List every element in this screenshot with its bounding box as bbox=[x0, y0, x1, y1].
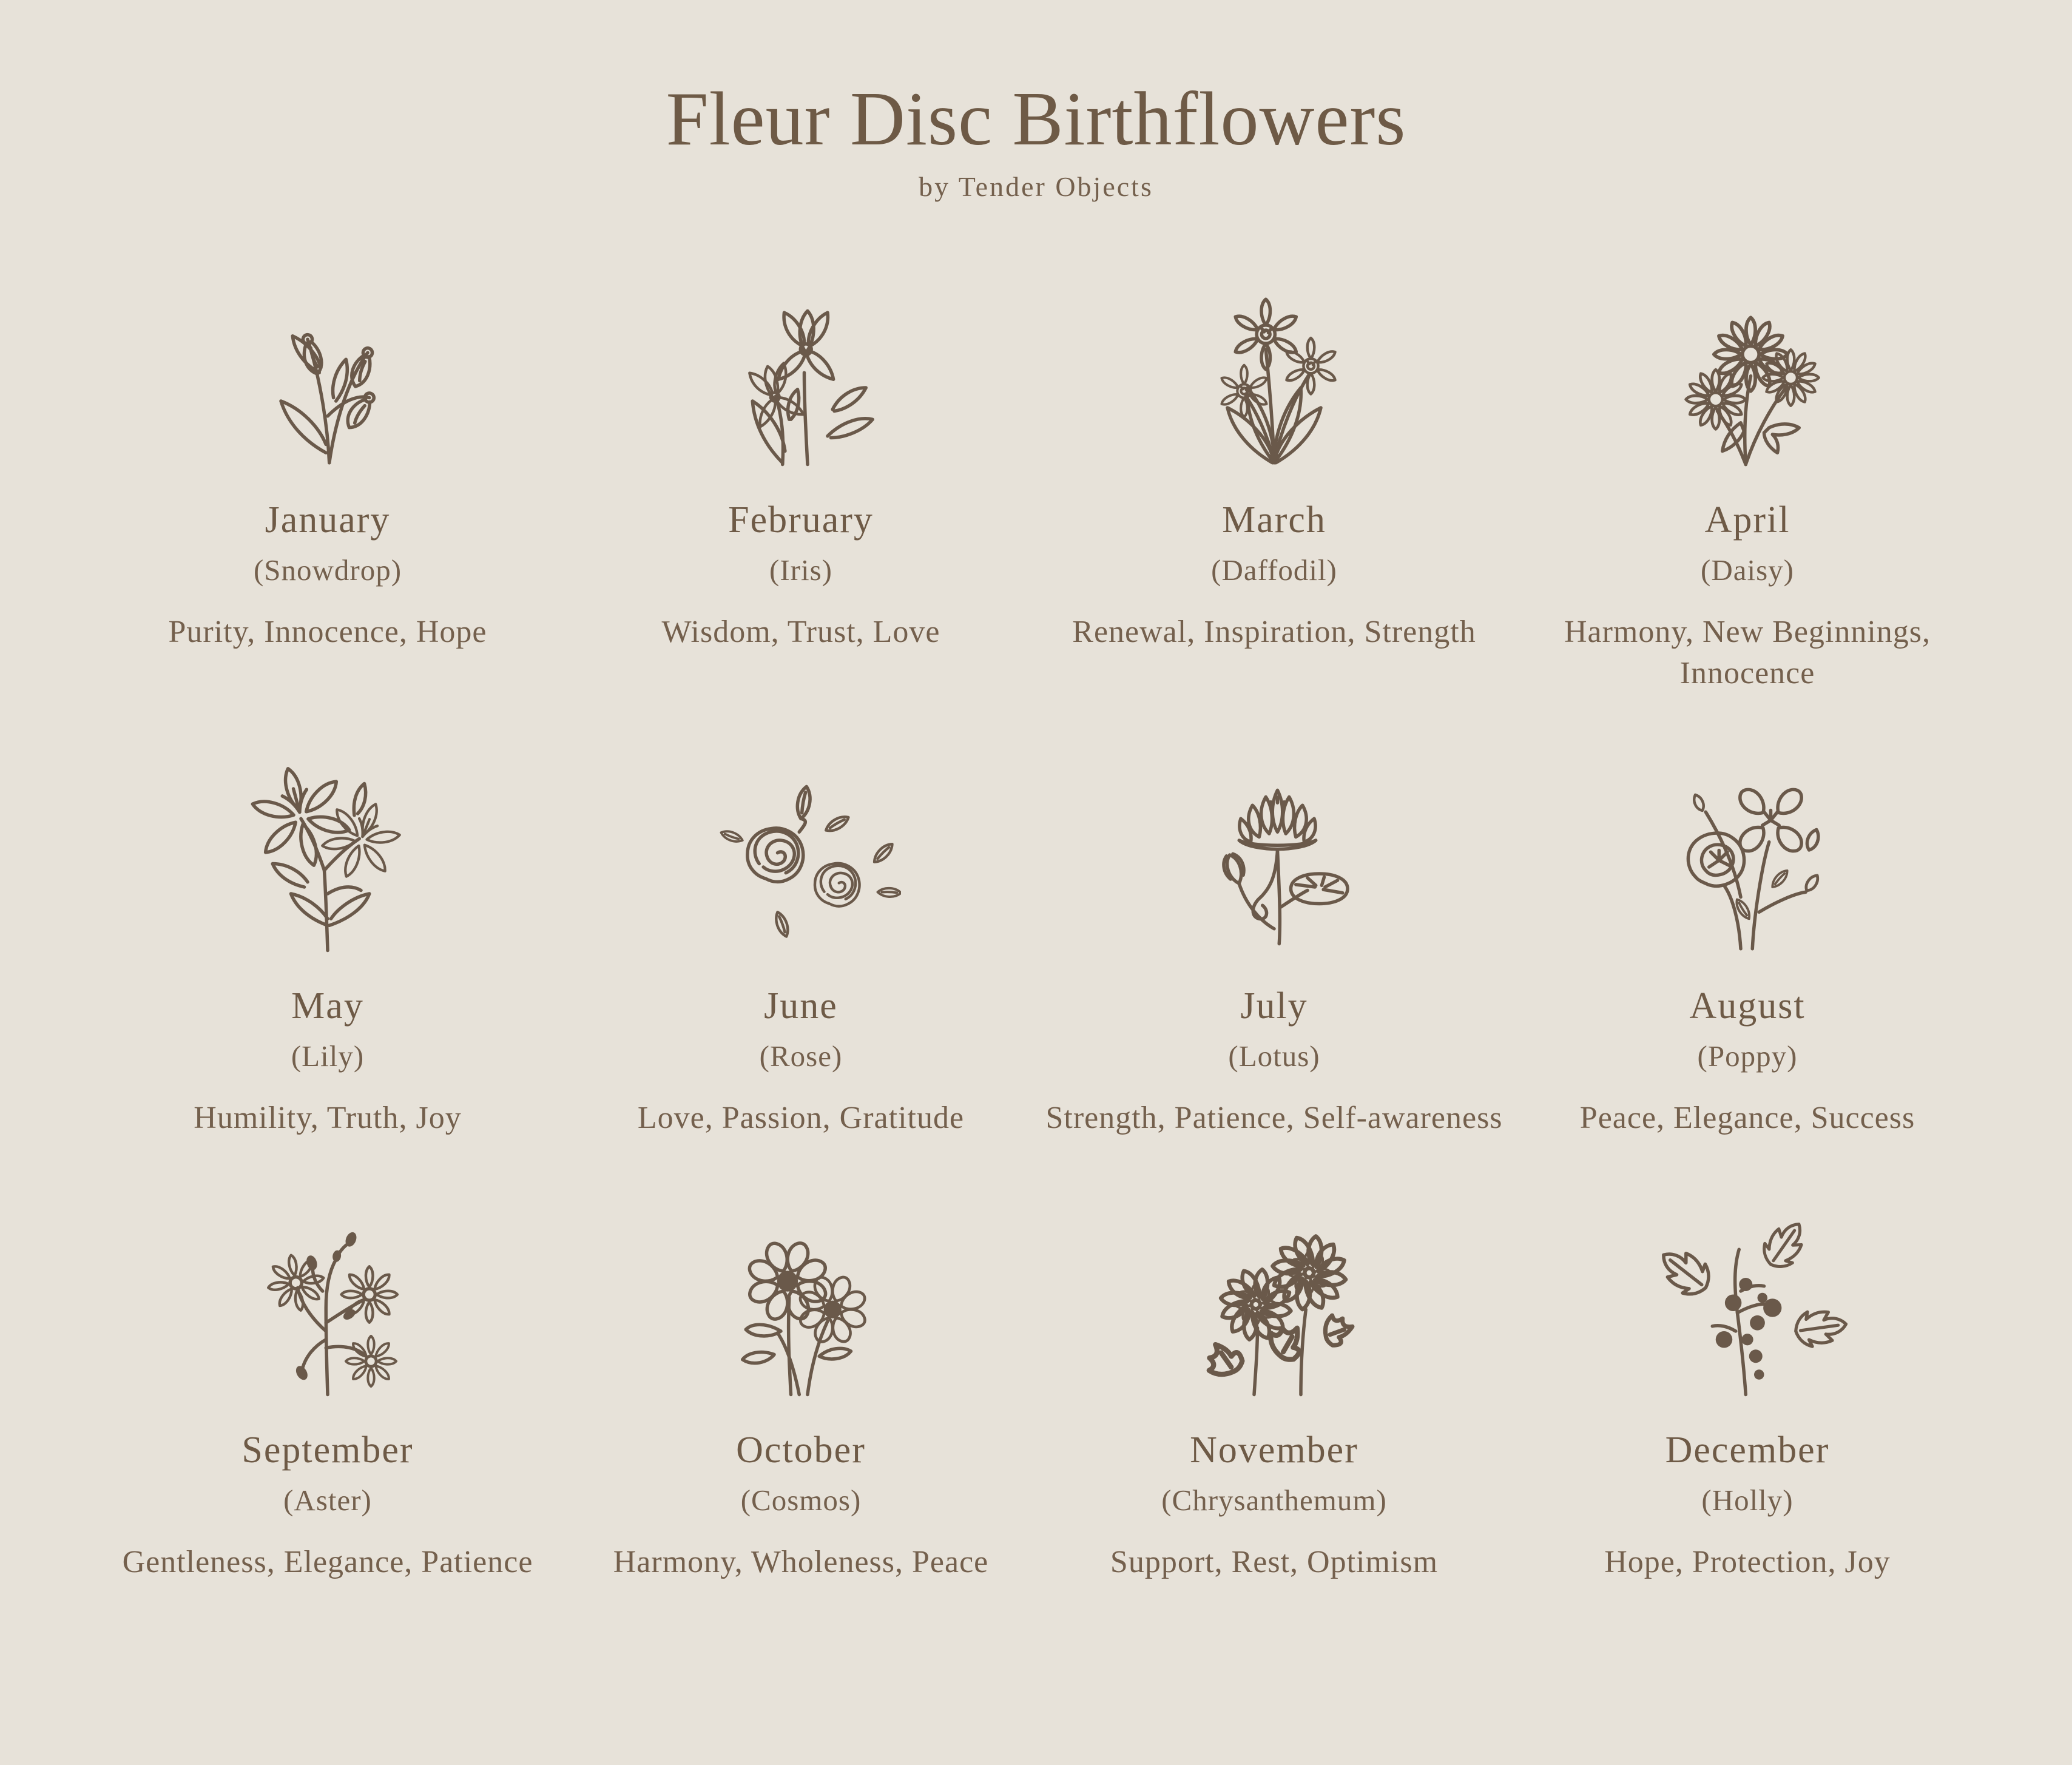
flower-keywords: Gentleness, Elegance, Patience bbox=[122, 1545, 533, 1580]
flower-keywords: Support, Rest, Optimism bbox=[1110, 1545, 1439, 1580]
snowdrop-icon bbox=[228, 274, 428, 474]
flower-keywords: Harmony, New Beginnings, Innocence bbox=[1564, 614, 1931, 691]
month-name: July bbox=[1240, 985, 1308, 1027]
holly-icon bbox=[1647, 1204, 1848, 1405]
lily-icon bbox=[228, 760, 428, 960]
lotus-icon bbox=[1174, 760, 1374, 960]
flower-name: (Snowdrop) bbox=[253, 553, 402, 587]
flower-keywords: Renewal, Inspiration, Strength bbox=[1072, 614, 1476, 649]
flower-name: (Iris) bbox=[769, 553, 832, 587]
flower-name: (Aster) bbox=[283, 1483, 372, 1517]
flower-name: (Rose) bbox=[759, 1039, 843, 1073]
flower-name: (Chrysanthemum) bbox=[1161, 1483, 1387, 1517]
daffodil-icon bbox=[1174, 274, 1374, 474]
month-card-april bbox=[1511, 274, 1984, 695]
flower-keywords: Humility, Truth, Joy bbox=[194, 1100, 462, 1135]
chrysanthemum-icon bbox=[1174, 1204, 1374, 1405]
month-card-february bbox=[564, 274, 1038, 695]
aster-icon bbox=[228, 1204, 428, 1405]
poppy-icon bbox=[1647, 760, 1848, 960]
page-title: Fleur Disc Birthflowers bbox=[666, 77, 1406, 161]
month-card-september bbox=[91, 1204, 564, 1584]
flower-name: (Lily) bbox=[291, 1039, 365, 1073]
month-name: October bbox=[736, 1429, 866, 1471]
flower-name: (Cosmos) bbox=[740, 1483, 862, 1517]
flower-keywords: Harmony, Wholeness, Peace bbox=[613, 1545, 989, 1580]
flower-keywords: Love, Passion, Gratitude bbox=[637, 1100, 965, 1135]
poster-header bbox=[0, 0, 2072, 203]
month-name: November bbox=[1190, 1429, 1358, 1471]
month-name: March bbox=[1222, 499, 1326, 541]
month-card-march bbox=[1038, 274, 1511, 695]
flower-name: (Daffodil) bbox=[1211, 553, 1337, 587]
month-name: August bbox=[1689, 985, 1806, 1027]
flower-name: (Daisy) bbox=[1701, 553, 1794, 587]
month-name: June bbox=[764, 985, 838, 1027]
month-name: September bbox=[241, 1429, 414, 1471]
daisy-icon bbox=[1647, 274, 1848, 474]
page-subtitle: by Tender Objects bbox=[919, 170, 1153, 202]
month-card-december bbox=[1511, 1204, 1984, 1584]
flower-name: (Lotus) bbox=[1228, 1039, 1320, 1073]
month-name: April bbox=[1704, 499, 1790, 541]
month-name: February bbox=[728, 499, 874, 541]
flower-keywords: Purity, Innocence, Hope bbox=[168, 614, 487, 649]
rose-icon bbox=[701, 760, 901, 960]
month-grid bbox=[0, 274, 2072, 1584]
month-name: May bbox=[291, 985, 364, 1027]
month-card-july bbox=[1038, 760, 1511, 1139]
flower-name: (Holly) bbox=[1701, 1483, 1794, 1517]
flower-keywords: Peace, Elegance, Success bbox=[1579, 1100, 1915, 1135]
month-name: December bbox=[1665, 1429, 1830, 1471]
flower-keywords: Wisdom, Trust, Love bbox=[661, 614, 940, 649]
month-card-august bbox=[1511, 760, 1984, 1139]
flower-name: (Poppy) bbox=[1697, 1039, 1798, 1073]
month-card-october bbox=[564, 1204, 1038, 1584]
iris-icon bbox=[701, 274, 901, 474]
month-name: January bbox=[265, 499, 391, 541]
cosmos-icon bbox=[701, 1204, 901, 1405]
month-card-january bbox=[91, 274, 564, 695]
month-card-november bbox=[1038, 1204, 1511, 1584]
month-card-june bbox=[564, 760, 1038, 1139]
flower-keywords: Strength, Patience, Self-awareness bbox=[1045, 1100, 1503, 1135]
month-card-may bbox=[91, 760, 564, 1139]
flower-keywords: Hope, Protection, Joy bbox=[1604, 1545, 1891, 1580]
